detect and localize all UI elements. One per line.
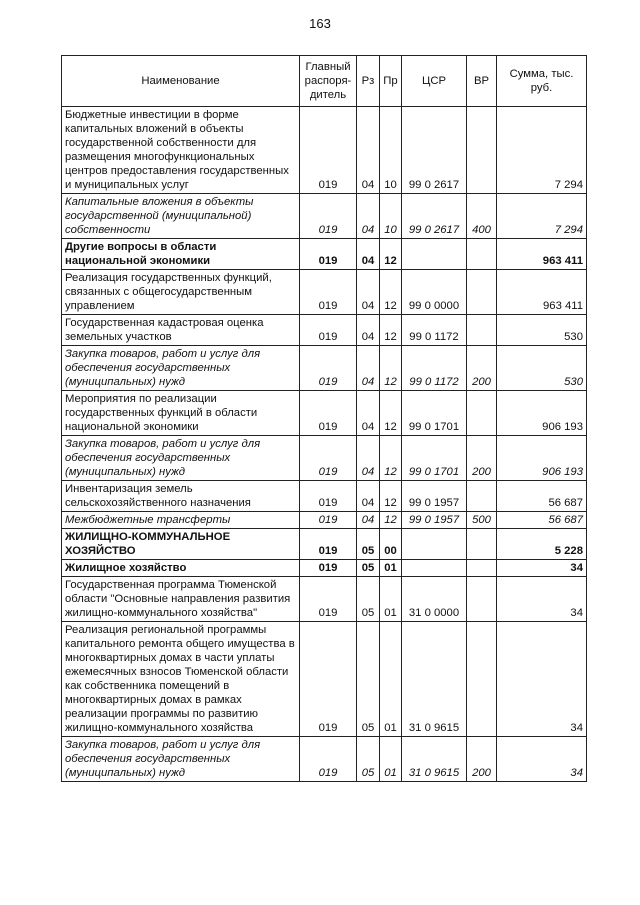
cell-rz: 04 [357,239,380,270]
cell-pr: 12 [380,315,402,346]
page-number: 163 [309,16,331,31]
cell-rz: 05 [357,622,380,737]
header-vr: ВР [467,56,497,107]
cell-csr: 99 0 2617 [402,194,467,239]
cell-csr: 99 0 1957 [402,481,467,512]
cell-glav: 019 [300,107,357,194]
cell-csr [402,560,467,577]
cell-sum: 34 [497,560,587,577]
cell-rz: 05 [357,529,380,560]
header-pr: Пр [380,56,402,107]
cell-name: Другие вопросы в области национальной экономики [62,239,300,270]
cell-name: Государственная программа Тюменской области "Основные направления развития жилищно-коммунального хозяйства" [62,577,300,622]
cell-csr: 99 0 1701 [402,436,467,481]
cell-name: Государственная кадастровая оценка земельных участков [62,315,300,346]
cell-name: Межбюджетные трансферты [62,512,300,529]
cell-pr: 12 [380,481,402,512]
cell-sum: 906 193 [497,391,587,436]
table-row [62,239,587,270]
cell-glav: 019 [300,270,357,315]
table-row [62,107,587,194]
cell-pr: 01 [380,737,402,782]
cell-sum: 530 [497,346,587,391]
cell-sum: 7 294 [497,194,587,239]
budget-table [61,55,587,782]
cell-name: Закупка товаров, работ и услуг для обеспечения государственных (муниципальных) нужд [62,436,300,481]
cell-glav: 019 [300,436,357,481]
cell-rz: 04 [357,270,380,315]
cell-csr [402,239,467,270]
cell-csr: 99 0 1172 [402,346,467,391]
cell-sum: 34 [497,622,587,737]
cell-csr: 99 0 1701 [402,391,467,436]
table-row [62,436,587,481]
table-body [62,107,587,782]
cell-csr: 99 0 2617 [402,107,467,194]
cell-vr [467,529,497,560]
cell-name: Капитальные вложения в объекты государственной (муниципальной) собственности [62,194,300,239]
table-row [62,270,587,315]
table-row [62,529,587,560]
cell-csr: 99 0 0000 [402,270,467,315]
cell-pr: 12 [380,512,402,529]
cell-rz: 04 [357,391,380,436]
cell-pr: 12 [380,239,402,270]
cell-sum: 5 228 [497,529,587,560]
cell-pr: 10 [380,194,402,239]
cell-glav: 019 [300,622,357,737]
cell-sum: 963 411 [497,270,587,315]
cell-vr: 400 [467,194,497,239]
cell-vr [467,560,497,577]
cell-pr: 00 [380,529,402,560]
cell-pr: 12 [380,436,402,481]
cell-glav: 019 [300,194,357,239]
table-row [62,512,587,529]
cell-vr [467,577,497,622]
cell-sum: 34 [497,577,587,622]
cell-name: Реализация государственных функций, связанных с общегосударственным управлением [62,270,300,315]
cell-pr: 01 [380,577,402,622]
cell-pr: 01 [380,560,402,577]
cell-name: Мероприятия по реализации государственных функций в области национальной экономики [62,391,300,436]
header-sum: Сумма, тыс. руб. [497,56,587,107]
cell-sum: 963 411 [497,239,587,270]
cell-csr: 31 0 0000 [402,577,467,622]
cell-rz: 05 [357,737,380,782]
table-row [62,315,587,346]
cell-vr: 200 [467,346,497,391]
table-row [62,577,587,622]
header-rz: Рз [357,56,380,107]
cell-glav: 019 [300,529,357,560]
cell-rz: 04 [357,346,380,391]
cell-glav: 019 [300,577,357,622]
cell-rz: 04 [357,481,380,512]
cell-vr [467,107,497,194]
cell-glav: 019 [300,512,357,529]
cell-pr: 12 [380,391,402,436]
cell-glav: 019 [300,239,357,270]
cell-vr [467,239,497,270]
cell-vr: 200 [467,737,497,782]
table-header-row [62,56,587,107]
cell-glav: 019 [300,315,357,346]
cell-glav: 019 [300,391,357,436]
cell-sum: 7 294 [497,107,587,194]
cell-rz: 05 [357,577,380,622]
cell-vr [467,622,497,737]
cell-vr: 200 [467,436,497,481]
cell-name: Закупка товаров, работ и услуг для обеспечения государственных (муниципальных) нужд [62,737,300,782]
header-glav: Главный распоря- дитель [300,56,357,107]
cell-sum: 906 193 [497,436,587,481]
cell-glav: 019 [300,560,357,577]
table-row [62,560,587,577]
cell-rz: 04 [357,194,380,239]
cell-vr: 500 [467,512,497,529]
cell-rz: 04 [357,436,380,481]
cell-pr: 01 [380,622,402,737]
table-row [62,346,587,391]
header-csr: ЦСР [402,56,467,107]
cell-name: Реализация региональной программы капитального ремонта общего имущества в многоквартирных домах в части уплаты ежемесячных взносов Тюменской области как собственника помещений в многоквартирных домах в рамках реализации программы по развитию жилищно-коммунального хозяйства [62,622,300,737]
table-row [62,737,587,782]
table-row [62,391,587,436]
cell-csr: 31 0 9615 [402,622,467,737]
header-name: Наименование [62,56,300,107]
cell-vr [467,391,497,436]
cell-glav: 019 [300,346,357,391]
cell-csr: 99 0 1957 [402,512,467,529]
cell-vr [467,270,497,315]
cell-vr [467,315,497,346]
cell-pr: 12 [380,346,402,391]
cell-sum: 34 [497,737,587,782]
cell-csr: 31 0 9615 [402,737,467,782]
cell-sum: 56 687 [497,481,587,512]
cell-sum: 56 687 [497,512,587,529]
cell-pr: 10 [380,107,402,194]
cell-rz: 04 [357,512,380,529]
cell-name: Бюджетные инвестиции в форме капитальных вложений в объекты государственной собственности для размещения многофункциональных центров предоставления государственных и муниципальных услуг [62,107,300,194]
table-row [62,622,587,737]
cell-name: Жилищное хозяйство [62,560,300,577]
cell-csr [402,529,467,560]
cell-vr [467,481,497,512]
cell-glav: 019 [300,737,357,782]
cell-rz: 04 [357,107,380,194]
cell-sum: 530 [497,315,587,346]
cell-name: Закупка товаров, работ и услуг для обеспечения государственных (муниципальных) нужд [62,346,300,391]
cell-csr: 99 0 1172 [402,315,467,346]
cell-pr: 12 [380,270,402,315]
cell-glav: 019 [300,481,357,512]
cell-rz: 05 [357,560,380,577]
cell-name: Инвентаризация земель сельскохозяйственного назначения [62,481,300,512]
cell-name: ЖИЛИЩНО-КОММУНАЛЬНОЕ ХОЗЯЙСТВО [62,529,300,560]
table-row [62,481,587,512]
table-row [62,194,587,239]
cell-rz: 04 [357,315,380,346]
